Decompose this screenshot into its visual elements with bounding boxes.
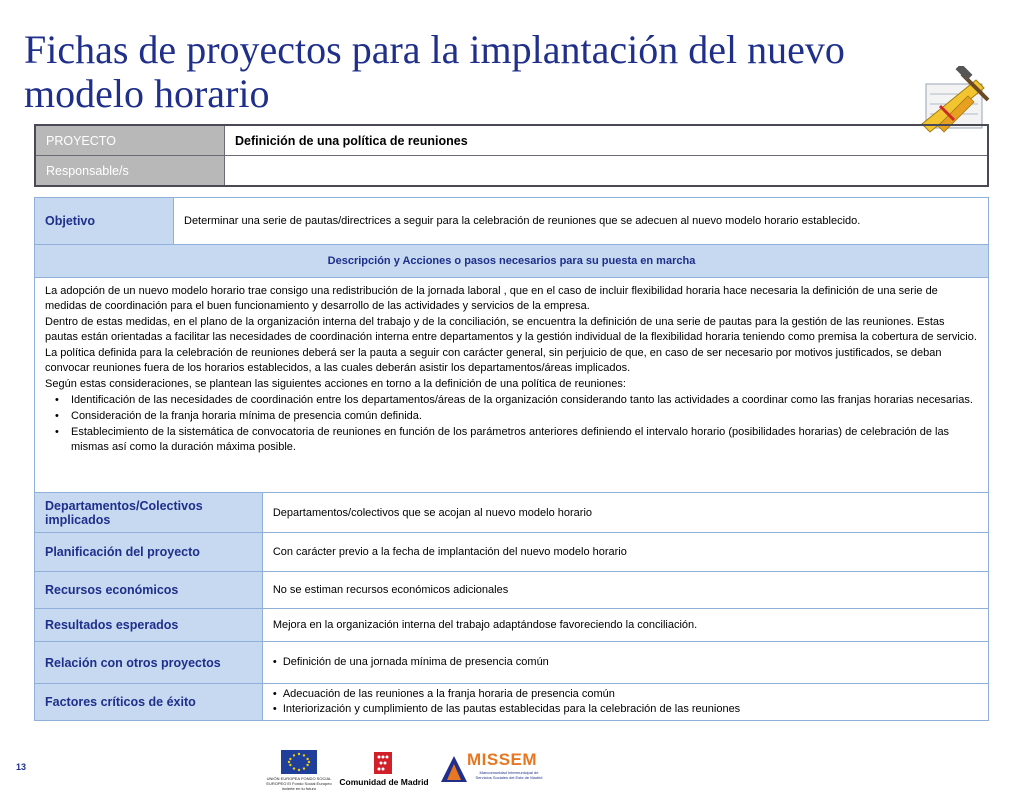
departamentos-row <box>35 493 989 533</box>
page-number: 13 <box>16 762 27 772</box>
descripcion-bullet: • Identificación de las necesidades de coordinación entre los departamentos/áreas de la organización considerando tanto las actividades a coordinar como las franjas horarias necesarias. <box>71 393 978 408</box>
descripcion-heading-row <box>35 245 989 278</box>
descripcion-bullet: • Establecimiento de la sistemática de convocatoria de reuniones en función de los parámetros anteriores definiendo el intervalo horario (posibilidades horarias) de celebración de las mismas así como la duración máxima posible. <box>71 425 978 455</box>
descripcion-paragraph: La política definida para la celebración de reuniones deberá ser la pauta a seguir con carácter general, sin perjuicio de que, en caso de ser necesario por motivos justificados, se deban convocar reuniones fuera de los horarios establecidos, a las cuales deberán asistir los departamentos/áreas implicados. <box>45 347 942 374</box>
descripcion-bullet: • Consideración de la franja horaria mínima de presencia común definida. <box>71 409 978 424</box>
descripcion-paragraph: La adopción de un nuevo modelo horario trae consigo una redistribución de la jornada laboral , que en el caso de incluir flexibilidad horaria hace necesaria la definición de una serie de medidas de coordinación para el buen funcionamiento y desarrollo de las actividades y servicios de la empresa. <box>45 285 938 312</box>
relacion-list <box>273 655 978 670</box>
responsable-row <box>35 156 988 187</box>
departamentos-label: Departamentos/Colectivos implicados <box>35 493 263 533</box>
departamentos-value: Departamentos/colectivos que se acojan al nuevo modelo horario <box>262 493 988 533</box>
descripcion-paragraph: Según estas consideraciones, se plantean las siguientes acciones en torno a la definición de una política de reuniones: <box>45 378 626 390</box>
comunidad-madrid-stars-icon <box>374 752 392 774</box>
descripcion-row <box>35 278 989 493</box>
proyecto-value: Definición de una política de reuniones <box>225 125 989 156</box>
factores-list <box>273 687 978 717</box>
eu-flag-icon <box>281 750 317 774</box>
missem-mark-icon <box>439 754 469 784</box>
responsable-label: Responsable/s <box>35 156 225 187</box>
missem-name: MISSEM <box>467 750 538 769</box>
planificacion-row <box>35 533 989 572</box>
comunidad-madrid-logo <box>338 748 430 791</box>
factores-label: Factores críticos de éxito <box>35 684 263 721</box>
factores-item: • Interiorización y cumplimiento de las pautas establecidas para la celebración de las reuniones <box>283 702 978 717</box>
project-header-table <box>34 124 989 187</box>
relacion-row <box>35 642 989 684</box>
comunidad-madrid-text: Comunidad de Madrid <box>339 777 429 787</box>
planificacion-value: Con carácter previo a la fecha de implantación del nuevo modelo horario <box>262 533 988 572</box>
project-row <box>35 125 988 156</box>
objetivo-row <box>35 198 989 245</box>
missem-subtitle: Mancomunidad Intermunicipal de Servicios Sociales del Este de Madrid <box>475 770 543 780</box>
descripcion-body <box>35 278 989 493</box>
relacion-label: Relación con otros proyectos <box>35 642 263 684</box>
factores-value <box>262 684 988 721</box>
objetivo-value: Determinar una serie de pautas/directrices a seguir para la celebración de reuniones que se adecuen al nuevo modelo horario establecido. <box>174 198 989 245</box>
recursos-row <box>35 572 989 609</box>
responsable-value <box>225 156 989 187</box>
descripcion-heading: Descripción y Acciones o pasos necesarios para su puesta en marcha <box>35 245 989 278</box>
planificacion-label: Planificación del proyecto <box>35 533 263 572</box>
relacion-item: • Definición de una jornada mínima de presencia común <box>283 655 978 670</box>
descripcion-paragraph: Dentro de estas medidas, en el plano de la organización interna del trabajo y de la conciliación, se encuentra la definición de una serie de pautas para la gestión de las reuniones. Estas pautas están orientadas a facilitar las necesidades de coordinación interna entre departamentos y la gestión individual de la flexibilidad horaria teniendo como premisa la cobertura de servicio. <box>45 316 977 343</box>
resultados-row <box>35 609 989 642</box>
eu-logo-text: UNIÓN EUROPEA FONDO SOCIAL EUROPEO El Fondo Social Europeo invierte en tu futuro <box>266 776 332 791</box>
descripcion-bullet-list <box>45 393 978 455</box>
recursos-value: No se estiman recursos económicos adicionales <box>262 572 988 609</box>
eu-logo <box>263 748 335 791</box>
relacion-value <box>262 642 988 684</box>
objetivo-label: Objetivo <box>35 198 174 245</box>
proyecto-label: PROYECTO <box>35 125 225 156</box>
project-detail-table <box>34 197 989 721</box>
missem-logo <box>437 748 547 791</box>
factores-row <box>35 684 989 721</box>
resultados-value: Mejora en la organización interna del trabajo adaptándose favoreciendo la conciliación. <box>262 609 988 642</box>
page-title: Fichas de proyectos para la implantación del nuevo modelo horario <box>24 27 845 116</box>
resultados-label: Resultados esperados <box>35 609 263 642</box>
recursos-label: Recursos económicos <box>35 572 263 609</box>
factores-item: • Adecuación de las reuniones a la franja horaria de presencia común <box>283 687 978 702</box>
